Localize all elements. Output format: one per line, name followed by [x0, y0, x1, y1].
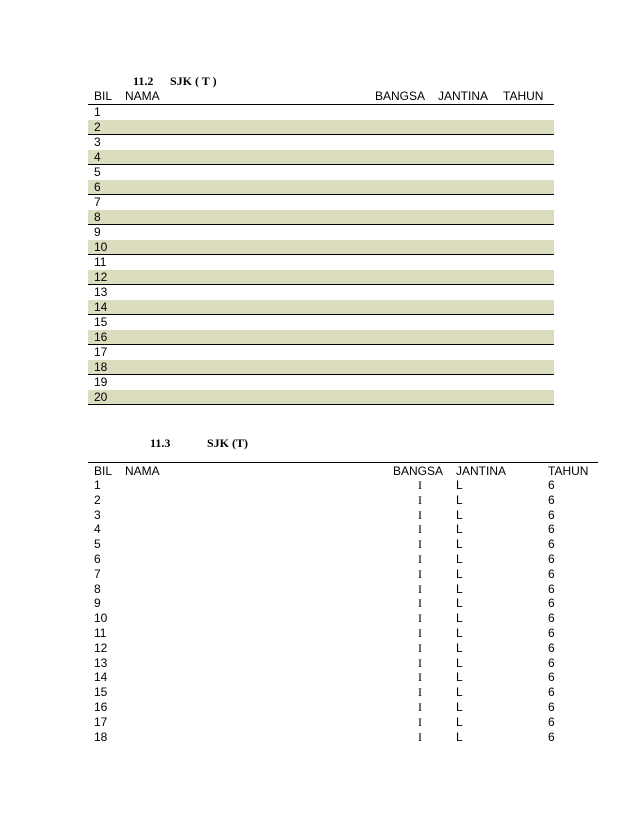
row-number: 18 [94, 729, 108, 744]
row-number: 8 [94, 581, 101, 596]
table-row [88, 626, 598, 641]
table-row [88, 225, 554, 240]
jantina-cell: L [456, 729, 463, 744]
table-row [88, 567, 598, 582]
tahun-cell: 6 [548, 714, 555, 729]
row-number: 4 [94, 150, 101, 164]
bangsa-cell: I [418, 596, 422, 611]
bangsa-cell: I [418, 507, 422, 522]
jantina-cell: L [456, 699, 463, 714]
row-number: 7 [94, 566, 101, 581]
row-number: 3 [94, 507, 101, 522]
row-number: 4 [94, 522, 101, 537]
table-body [88, 478, 598, 744]
row-number: 18 [94, 360, 108, 374]
header-bangsa: BANGSA [375, 89, 426, 103]
table-row [88, 537, 598, 552]
student-table-11-2 [88, 89, 554, 405]
table-row [88, 135, 554, 150]
table-row [88, 360, 554, 375]
header-bangsa: BANGSA [393, 464, 444, 478]
bangsa-cell: I [418, 492, 422, 507]
table-header [88, 89, 554, 105]
table-row [88, 670, 598, 685]
tahun-cell: 6 [548, 640, 555, 655]
bangsa-cell: I [418, 611, 422, 626]
table-row [88, 330, 554, 345]
student-table-11-3 [88, 462, 598, 744]
header-bil: BIL [94, 464, 113, 478]
row-number: 10 [94, 240, 108, 254]
row-number: 9 [94, 225, 101, 239]
row-number: 13 [94, 285, 108, 299]
table-row [88, 315, 554, 330]
bangsa-cell: I [418, 625, 422, 640]
jantina-cell: L [456, 611, 463, 626]
table-row [88, 210, 554, 225]
row-number: 9 [94, 596, 101, 611]
bangsa-cell: I [418, 714, 422, 729]
tahun-cell: 6 [548, 625, 555, 640]
row-number: 19 [94, 375, 108, 389]
bangsa-cell: I [418, 478, 422, 492]
section-number: 11.3 [150, 436, 171, 450]
tahun-cell: 6 [548, 551, 555, 566]
bangsa-cell: I [418, 566, 422, 581]
row-number: 11 [94, 625, 107, 640]
row-number: 14 [94, 300, 108, 314]
jantina-cell: L [456, 655, 463, 670]
table-row [88, 240, 554, 255]
row-number: 14 [94, 670, 108, 685]
row-number: 6 [94, 180, 101, 194]
table-row [88, 150, 554, 165]
row-number: 1 [94, 105, 101, 119]
row-number: 3 [94, 135, 101, 149]
bangsa-cell: I [418, 670, 422, 685]
row-number: 5 [94, 537, 101, 552]
bangsa-cell: I [418, 655, 422, 670]
table-row [88, 270, 554, 285]
bangsa-cell: I [418, 685, 422, 700]
row-number: 12 [94, 270, 108, 284]
jantina-cell: L [456, 581, 463, 596]
bangsa-cell: I [418, 699, 422, 714]
tahun-cell: 6 [548, 729, 555, 744]
jantina-cell: L [456, 537, 463, 552]
table-row [88, 656, 598, 671]
table-body [88, 105, 554, 405]
header-jantina: JANTINA [438, 89, 489, 103]
row-number: 11 [94, 255, 107, 269]
bangsa-cell: I [418, 551, 422, 566]
jantina-cell: L [456, 522, 463, 537]
row-number: 2 [94, 120, 101, 134]
table-row [88, 493, 598, 508]
table-row [88, 105, 554, 120]
row-number: 17 [94, 714, 108, 729]
tahun-cell: 6 [548, 566, 555, 581]
tahun-cell: 6 [548, 507, 555, 522]
tahun-cell: 6 [548, 596, 555, 611]
table-row [88, 165, 554, 180]
tahun-cell: 6 [548, 492, 555, 507]
section-title: SJK (T) [207, 436, 249, 450]
row-number: 15 [94, 685, 108, 700]
table-row [88, 300, 554, 315]
table-row [88, 611, 598, 626]
header-nama: NAMA [125, 89, 160, 103]
table-row [88, 478, 598, 493]
tahun-cell: 6 [548, 685, 555, 700]
jantina-cell: L [456, 492, 463, 507]
row-number: 7 [94, 195, 101, 209]
row-number: 16 [94, 330, 108, 344]
row-number: 8 [94, 210, 101, 224]
bangsa-cell: I [418, 581, 422, 596]
jantina-cell: L [456, 625, 463, 640]
header-bil: BIL [94, 89, 113, 103]
row-number: 13 [94, 655, 108, 670]
jantina-cell: L [456, 670, 463, 685]
table-row [88, 552, 598, 567]
jantina-cell: L [456, 566, 463, 581]
row-number: 15 [94, 315, 108, 329]
table-row [88, 375, 554, 390]
bangsa-cell: I [418, 729, 422, 744]
table-row [88, 715, 598, 730]
row-number: 17 [94, 345, 108, 359]
section-title: SJK ( T ) [170, 74, 217, 88]
table-row [88, 345, 554, 360]
table-row [88, 508, 598, 523]
row-number: 1 [94, 478, 101, 492]
row-number: 20 [94, 390, 108, 404]
header-jantina: JANTINA [456, 464, 507, 478]
table-row [88, 390, 554, 405]
tahun-cell: 6 [548, 611, 555, 626]
tahun-cell: 6 [548, 581, 555, 596]
jantina-cell: L [456, 685, 463, 700]
table-row [88, 522, 598, 537]
table-row [88, 255, 554, 270]
jantina-cell: L [456, 714, 463, 729]
table-row [88, 700, 598, 715]
row-number: 16 [94, 699, 108, 714]
bangsa-cell: I [418, 522, 422, 537]
jantina-cell: L [456, 640, 463, 655]
table-row [88, 195, 554, 210]
tahun-cell: 6 [548, 537, 555, 552]
header-nama: NAMA [125, 464, 160, 478]
row-number: 10 [94, 611, 108, 626]
row-number: 5 [94, 165, 101, 179]
table-row [88, 582, 598, 597]
bangsa-cell: I [418, 537, 422, 552]
table-row [88, 596, 598, 611]
row-number: 6 [94, 551, 101, 566]
table-row [88, 180, 554, 195]
table-row [88, 685, 598, 700]
table-row [88, 641, 598, 656]
jantina-cell: L [456, 507, 463, 522]
tahun-cell: 6 [548, 699, 555, 714]
jantina-cell: L [456, 596, 463, 611]
row-number: 12 [94, 640, 108, 655]
row-number: 2 [94, 492, 101, 507]
bangsa-cell: I [418, 640, 422, 655]
header-tahun: TAHUN [503, 89, 544, 103]
tahun-cell: 6 [548, 478, 555, 492]
tahun-cell: 6 [548, 670, 555, 685]
tahun-cell: 6 [548, 522, 555, 537]
section-number: 11.2 [133, 74, 154, 88]
header-tahun: TAHUN [548, 464, 589, 478]
table-header [88, 462, 598, 478]
table-row [88, 730, 598, 745]
tahun-cell: 6 [548, 655, 555, 670]
jantina-cell: L [456, 478, 463, 492]
jantina-cell: L [456, 551, 463, 566]
table-row [88, 285, 554, 300]
table-row [88, 120, 554, 135]
